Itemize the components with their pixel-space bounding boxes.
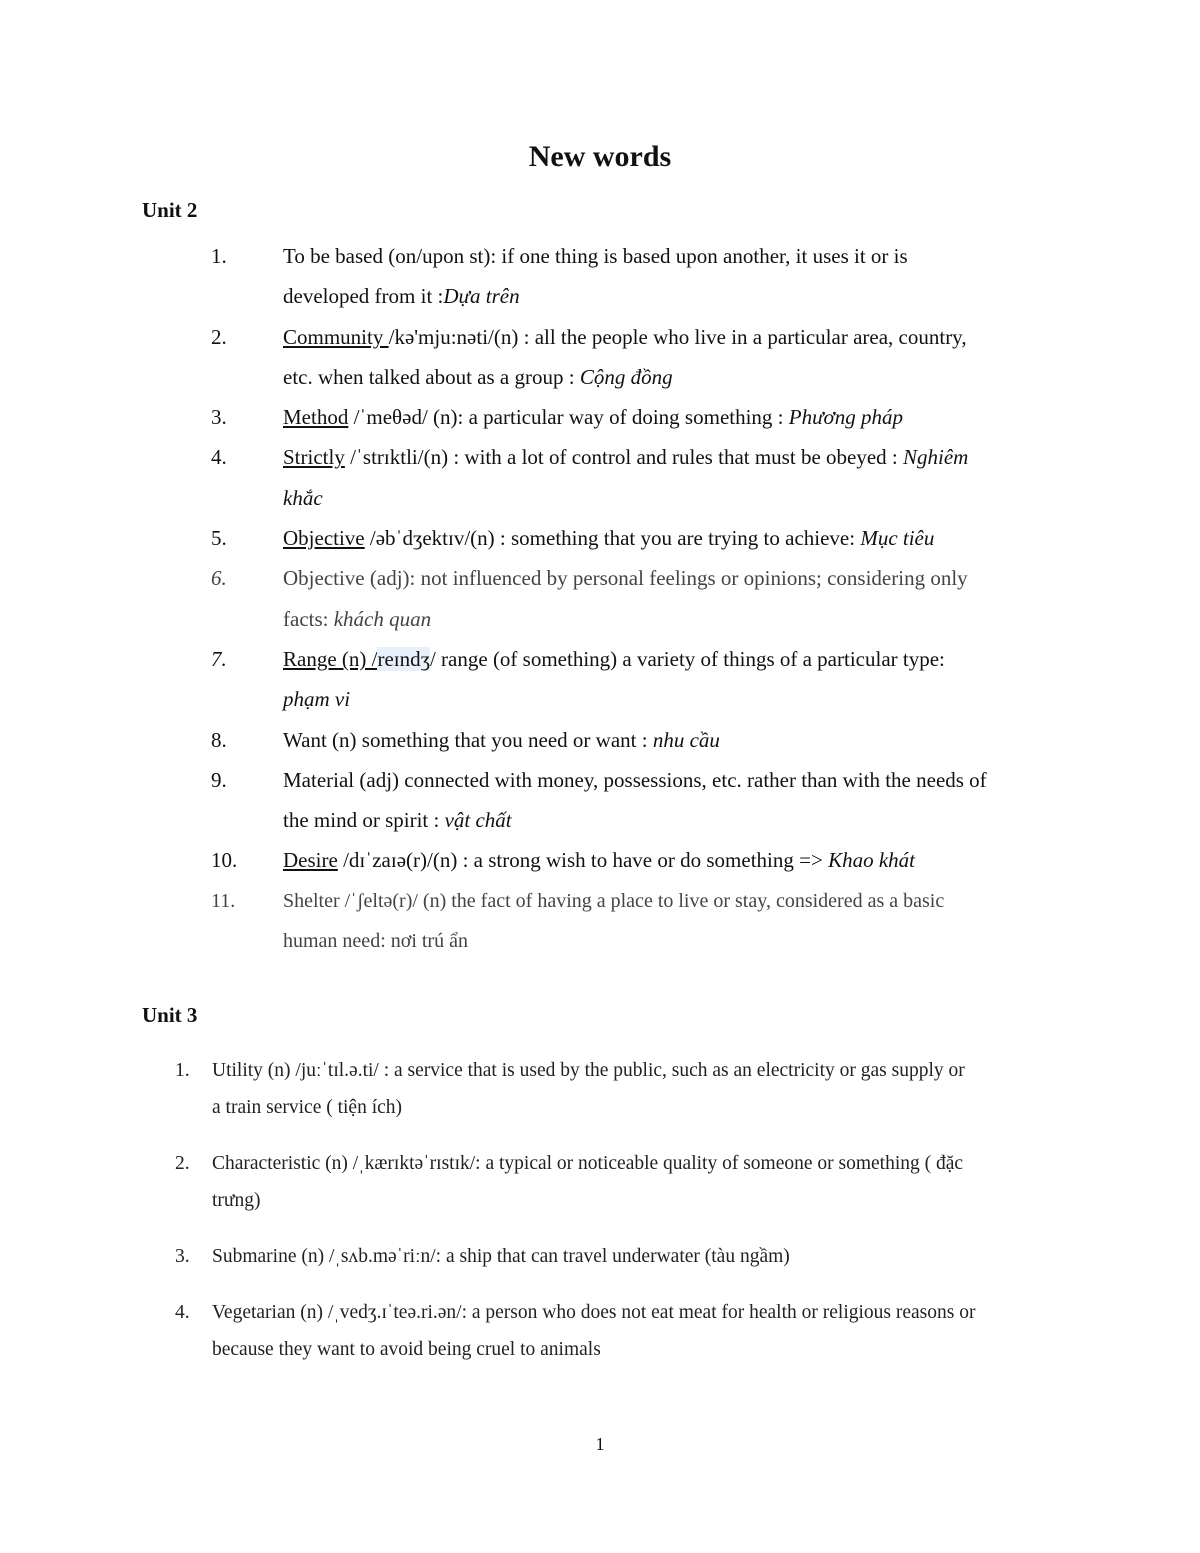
item-number: 3. (211, 405, 227, 430)
definition-line: Shelter /ˈʃeltə(r)/ (n) the fact of having a place to live or stay, considered as a basic (283, 889, 945, 912)
term: Objective (283, 526, 365, 551)
list-item (0, 518, 1200, 558)
definition-line: developed from it : (283, 284, 444, 309)
definition: /əbˈdʒektɪv/(n) : something that you are trying to achieve: (364, 526, 861, 551)
definition-line: etc. when talked about as a group : (283, 364, 580, 389)
list-item (0, 317, 1200, 398)
definition: /dɪˈzaɪə(r)/(n) : a strong wish to have or do something => (337, 848, 829, 873)
list-item (0, 397, 1200, 437)
translation: Phương pháp (788, 405, 904, 430)
term: Strictly (283, 445, 345, 470)
unit-2-word-list (0, 236, 1200, 961)
translation: Cộng đồng (579, 364, 673, 389)
item-number: 2. (175, 1153, 190, 1174)
definition-line: facts: (283, 606, 334, 631)
definition-line: Vegetarian (n) /ˌvedʒ.ɪˈteə.ri.ən/: a person who does not eat meat for health or religious reasons or (212, 1302, 976, 1323)
definition-line: Objective (adj): not influenced by personal feelings or opinions; considering only (283, 566, 968, 591)
item-number: 1. (175, 1060, 190, 1081)
term: Method (283, 405, 349, 430)
item-number: 8. (211, 727, 227, 752)
item-number: 9. (211, 767, 227, 792)
item-number: 4. (175, 1302, 190, 1323)
definition-line: the mind or spirit : (283, 808, 445, 833)
definition-line: because they want to avoid being cruel to animals (212, 1339, 601, 1360)
list-item (0, 639, 1200, 720)
translation: nhu cầu (652, 727, 720, 752)
translation: Dựa trên (443, 284, 520, 309)
definition-line: Submarine (n) /ˌsʌb.məˈriːn/: a ship that can travel underwater (tàu ngầm) (212, 1246, 790, 1267)
definition: /kə'mju:nəti/(n) : all the people who live in a particular area, country, (388, 324, 967, 349)
unit-2-heading: Unit 2 (142, 198, 198, 222)
translation: phạm vi (283, 687, 351, 712)
phonetic: reɪndʒ (377, 646, 430, 671)
definition-line: trưng) (212, 1190, 261, 1211)
translation: khách quan (333, 606, 432, 631)
item-number: 2. (211, 324, 227, 349)
item-number: 4. (211, 445, 227, 470)
unit-3-heading: Unit 3 (142, 1003, 198, 1027)
translation: vật chất (444, 808, 512, 833)
list-item (0, 840, 1200, 880)
list-item (0, 1052, 1200, 1126)
definition-line: To be based (on/upon st): if one thing is based upon another, it uses it or is (283, 244, 908, 268)
definition-line: Material (adj) connected with money, possessions, etc. rather than with the needs of (283, 767, 987, 792)
term: Community (283, 324, 389, 349)
item-number: 6. (211, 566, 227, 591)
definition: / range (of something) a variety of things of a particular type: (429, 646, 945, 671)
term: Desire (283, 848, 338, 873)
translation: Mục tiêu (860, 526, 935, 551)
translation: khắc (283, 485, 323, 510)
list-item (0, 1294, 1200, 1368)
definition: /ˈstrɪktli/(n) : with a lot of control and rules that must be obeyed : (344, 445, 903, 470)
list-item (0, 720, 1200, 760)
definition-line: a train service ( tiện ích) (212, 1097, 403, 1118)
item-number: 1. (211, 244, 227, 268)
definition: /ˈmeθəd/ (n): a particular way of doing something : (348, 405, 789, 430)
item-number: 7. (211, 646, 227, 671)
definition-line: Characteristic (n) /ˌkærɪktəˈrɪstɪk/: a typical or noticeable quality of someone or something ( đặc (212, 1153, 964, 1174)
page-number: 1 (595, 1434, 605, 1454)
list-item (0, 236, 1200, 317)
definition-line: Utility (n) /juːˈtɪl.ə.ti/ : a service that is used by the public, such as an electricity or gas supply or (212, 1060, 965, 1081)
definition: Want (n) something that you need or want : (283, 727, 653, 752)
list-item (0, 437, 1200, 518)
unit-3-word-list (0, 1052, 1200, 1368)
list-item (0, 1145, 1200, 1219)
list-item (0, 558, 1200, 639)
item-number: 10. (211, 848, 238, 873)
translation: Khao khát (828, 848, 915, 873)
item-number: 3. (175, 1246, 190, 1267)
definition-line: human need: nơi trú ẩn (283, 930, 468, 953)
list-item (0, 881, 1200, 962)
translation: Nghiêm (902, 445, 969, 470)
list-item (0, 1238, 1200, 1275)
term: Range (n) / (283, 646, 378, 671)
item-number: 5. (211, 526, 227, 551)
item-number: 11. (211, 889, 236, 912)
page-title: New words (528, 140, 672, 173)
list-item (0, 760, 1200, 841)
